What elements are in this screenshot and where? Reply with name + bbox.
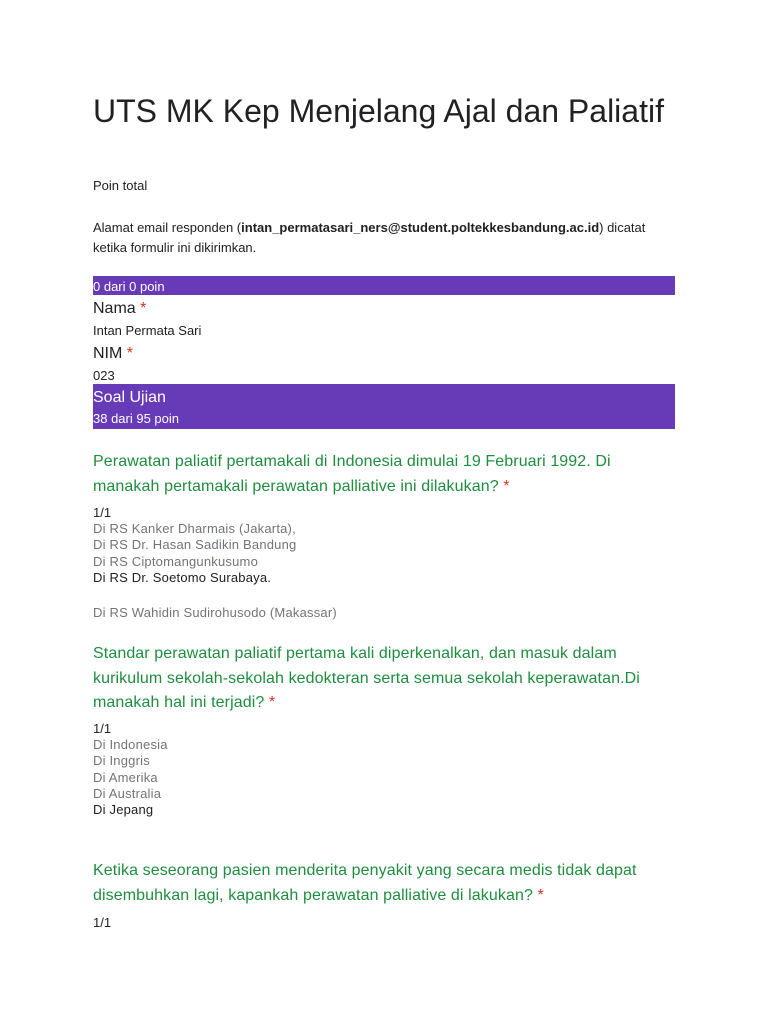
question-text: Perawatan paliatif pertamakali di Indonesia dimulai 19 Februari 1992. Di manakah pertamakali perawatan palliative ini dilakukan? [93,453,611,495]
nim-field-label [93,344,133,364]
respondent-email: intan_permatasari_ners@student.poltekkesbandung.ac.id [241,220,600,235]
total-points-label: Poin total [93,178,148,193]
question-1-text [93,450,675,499]
question-2-text [93,642,675,716]
question-2-options [93,737,675,818]
question-2-score: 1/1 [93,721,112,736]
required-asterisk: * [268,694,276,711]
selected-option: Di RS Dr. Soetomo Surabaya. [93,569,272,585]
header-score-bar [93,276,675,295]
header-score: 0 dari 0 poin [93,279,165,294]
section-header-bar [93,384,675,429]
option: Di RS Kanker Dharmais (Jakarta), [93,521,296,536]
question-text: Ketika seseorang pasien menderita penyakit yang secara medis tidak dapat disembuhkan lagi, kapankah perawatan palliative di lakukan? [93,862,637,904]
option: Di Amerika [93,769,158,785]
question-3-score: 1/1 [93,915,112,930]
question-text: Standar perawatan paliatif pertama kali diperkenalkan, dan masuk dalam kurikulum sekolah-sekolah kedokteran serta semua sekolah keperawatan.Di manakah hal ini terjadi? [93,645,640,711]
name-label-text: Nama [93,300,136,317]
required-asterisk: * [126,345,134,362]
option: Di RS Dr. Hasan Sadikin Bandung [93,537,297,553]
option: Di Inggris [93,753,150,769]
name-field-label [93,299,146,319]
email-note [93,218,675,258]
option: Di RS Ciptomangunkusumo [93,553,259,569]
option: Di Indonesia [93,737,168,752]
question-1-extra-option: Di RS Wahidin Sudirohusodo (Makassar) [93,605,337,620]
section-score: 38 dari 95 poin [93,411,180,426]
nim-field-value: 023 [93,368,115,383]
question-3-text [93,859,675,908]
required-asterisk: * [503,477,510,495]
required-asterisk: * [140,300,147,317]
form-title: UTS MK Kep Menjelang Ajal dan Paliatif [93,93,664,129]
section-title: Soal Ujian [93,389,166,406]
selected-option: Di Jepang [93,802,154,818]
name-field-value: Intan Permata Sari [93,323,202,338]
required-asterisk: * [537,886,544,904]
nim-label-text: NIM [93,345,123,362]
question-1-score: 1/1 [93,505,112,520]
email-note-suffix: ) dicatat ketika formulir ini dikirimkan. [93,220,646,255]
email-note-prefix: Alamat email responden ( [93,220,242,235]
option: Di Australia [93,785,162,801]
question-1-options [93,521,675,586]
